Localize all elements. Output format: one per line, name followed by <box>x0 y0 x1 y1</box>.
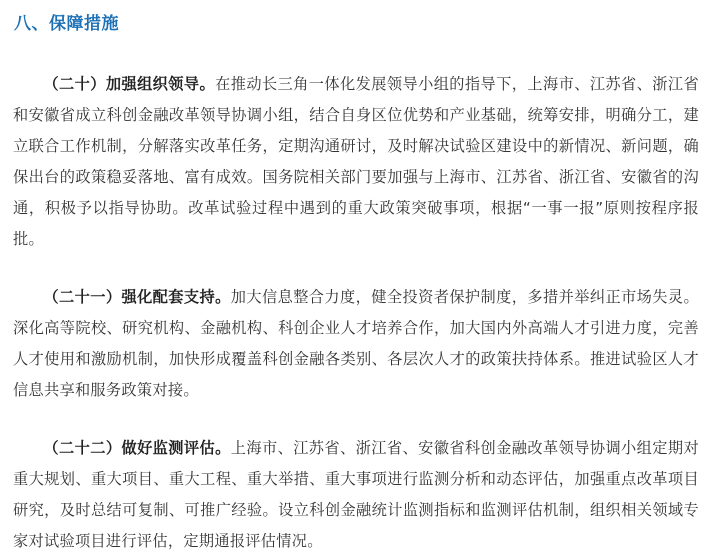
paragraph-body: 加大信息整合力度，健全投资者保护制度，多措并举纠正市场失灵。深化高等院校、研究机构、金融机构、科创企业人才培养合作，加大国内外高端人才引进力度，完善人才使用和激励机制，加快形成覆盖科创金融各类别、各层次人才的政策扶持体系。推进试验区人才信息共享和服务政策对接。 <box>13 288 699 399</box>
paragraph-strengthen-leadership <box>13 69 699 255</box>
paragraph-support-measures <box>13 282 699 406</box>
section-heading: 八、保障措施 <box>14 14 119 34</box>
paragraph-lead: （二十）加强组织领导。 <box>43 75 216 93</box>
paragraph-lead: （二十一）强化配套支持。 <box>43 288 231 306</box>
paragraph-monitoring-evaluation <box>13 433 699 557</box>
paragraph-body: 上海市、江苏省、浙江省、安徽省科创金融改革领导协调小组定期对重大规划、重大项目、重大工程、重大举措、重大事项进行监测分析和动态评估，加强重点改革项目研究，及时总结可复制、可推广经验。设立科创金融统计监测指标和监测评估机制，组织相关领域专家对试验项目进行评估，定期通报评估情况。 <box>13 439 699 550</box>
paragraph-lead: （二十二）做好监测评估。 <box>43 439 231 457</box>
paragraph-body: 在推动长三角一体化发展领导小组的指导下，上海市、江苏省、浙江省和安徽省成立科创金融改革领导协调小组，结合自身区位优势和产业基础，统筹安排，明确分工，建立联合工作机制，分解落实改革任务，定期沟通研讨，及时解决试验区建设中的新情况、新问题，确保出台的政策稳妥落地、富有成效。国务院相关部门要加强与上海市、江苏省、浙江省、安徽省的沟通，积极予以指导协助。改革试验过程中遇到的重大政策突破事项，根据“一事一报”原则按程序报批。 <box>13 75 699 248</box>
